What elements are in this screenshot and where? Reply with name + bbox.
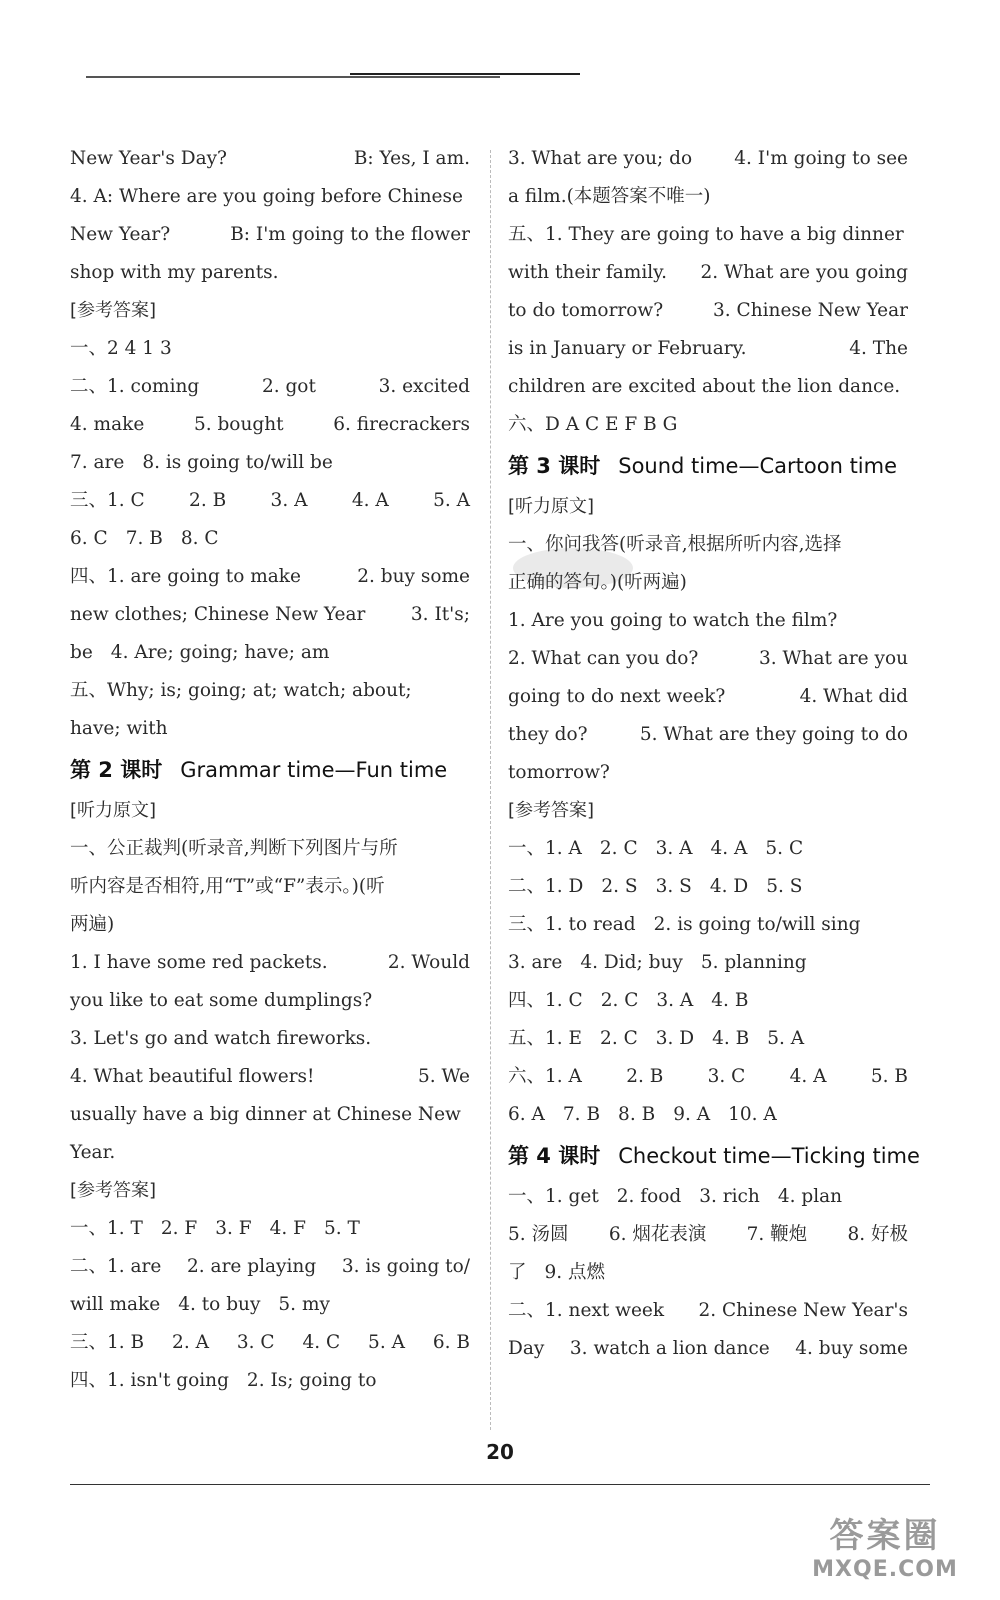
- text-segment: 4. B: [711, 990, 749, 1011]
- text-line: [70, 868, 470, 906]
- text-segment: B: Yes, I am.: [353, 148, 470, 169]
- text-segment: 一、你问我答(听录音,根据所听内容,选择: [508, 534, 842, 555]
- text-line: [508, 254, 908, 292]
- text-segment: 5. my: [278, 1294, 330, 1315]
- text-segment: 一、1. get: [508, 1186, 599, 1207]
- text-segment: 5. B: [870, 1066, 908, 1087]
- text-line: [70, 1096, 470, 1134]
- text-segment: 四、1. are going to make: [70, 566, 301, 587]
- text-segment: 三、1. B: [70, 1332, 145, 1353]
- text-segment: 一、2 4 1 3: [70, 338, 172, 359]
- text-line: [508, 1096, 908, 1134]
- text-segment: 一、1. A: [508, 838, 582, 859]
- text-segment: 9. A: [673, 1104, 711, 1125]
- text-segment: usually have a big dinner at Chinese New: [70, 1104, 461, 1125]
- watermark-logo: [790, 1508, 980, 1588]
- text-segment: 6. C: [70, 528, 108, 549]
- text-segment: 3. Let's go and watch fireworks.: [70, 1028, 372, 1049]
- section-label: [参考答案]: [70, 300, 157, 321]
- text-segment: 三、1. C: [70, 490, 145, 511]
- text-segment: you like to eat some dumplings?: [70, 990, 373, 1011]
- text-line: [70, 520, 470, 558]
- text-line: [70, 558, 470, 596]
- text-segment: 4. I'm going to see: [734, 148, 908, 169]
- text-segment: going to do next week?: [508, 686, 726, 707]
- text-line: [508, 1216, 908, 1254]
- text-segment: New Year's Day?: [70, 148, 227, 169]
- text-line: [508, 368, 908, 406]
- text-line: [70, 1248, 470, 1286]
- text-line: [508, 1058, 908, 1096]
- text-line: [70, 444, 470, 482]
- text-segment: 2. Would: [387, 952, 470, 973]
- text-segment: 9. 点燃: [544, 1262, 606, 1283]
- text-segment: 4. C: [302, 1332, 341, 1353]
- text-segment: 6. B: [432, 1332, 470, 1353]
- text-segment: 四、1. C: [508, 990, 583, 1011]
- text-segment: 3. are: [508, 952, 563, 973]
- text-segment: tomorrow?: [508, 762, 610, 783]
- section-heading: [508, 1134, 920, 1178]
- section-title: 第 4 课时: [508, 1144, 601, 1168]
- text-segment: 2. are playing: [187, 1256, 317, 1277]
- text-line: [508, 640, 908, 678]
- text-line: [70, 1362, 470, 1400]
- text-segment: 4. A: Where are you going before Chinese: [70, 186, 463, 207]
- text-segment: 2. C: [600, 990, 639, 1011]
- text-segment: 4. What beautiful flowers!: [70, 1066, 315, 1087]
- text-segment: 4. D: [709, 876, 749, 897]
- text-segment: 两遍): [70, 914, 115, 935]
- section-label: [听力原文]: [70, 800, 157, 821]
- text-segment: to do tomorrow?: [508, 300, 664, 321]
- watermark-main: 答案圈: [829, 1516, 941, 1556]
- text-line: [508, 564, 908, 602]
- text-line: [70, 1286, 470, 1324]
- text-segment: new clothes; Chinese New Year: [70, 604, 366, 625]
- text-line: [508, 1292, 908, 1330]
- text-segment: 5. 汤圆: [508, 1224, 569, 1245]
- text-line: [70, 596, 470, 634]
- text-segment: 3. C: [707, 1066, 746, 1087]
- text-segment: 8. is going to/will be: [142, 452, 333, 473]
- text-segment: 4. Did; buy: [580, 952, 683, 973]
- text-segment: 3. What are you: [758, 648, 908, 669]
- text-line: [508, 1254, 908, 1292]
- text-segment: 1. Are you going to watch the film?: [508, 610, 838, 631]
- text-segment: 3. excited: [378, 376, 470, 397]
- text-segment: a film.(本题答案不唯一): [508, 186, 711, 207]
- right-column: [508, 140, 920, 1368]
- text-segment: will make: [70, 1294, 161, 1315]
- text-segment: 4. Are; going; have; am: [110, 642, 330, 663]
- text-segment: 3. watch a lion dance: [569, 1338, 770, 1359]
- text-segment: 4. A: [351, 490, 389, 511]
- text-segment: Year.: [70, 1142, 116, 1163]
- column-divider: [490, 150, 491, 1430]
- text-line: [508, 140, 908, 178]
- text-line: [70, 944, 470, 982]
- text-line: [70, 368, 470, 406]
- text-segment: 3. is going to/: [341, 1256, 470, 1277]
- text-line: [508, 526, 908, 564]
- text-segment: 3. It's;: [410, 604, 470, 625]
- section-heading: [70, 748, 470, 792]
- text-line: [508, 1330, 908, 1368]
- text-segment: 六、D A C E F B G: [508, 414, 678, 435]
- text-segment: 4. plan: [777, 1186, 843, 1207]
- text-segment: 3. C: [236, 1332, 275, 1353]
- text-segment: 2. C: [600, 1028, 638, 1049]
- text-line: [508, 944, 908, 982]
- text-segment: 二、1. D: [508, 876, 584, 897]
- text-line: [508, 830, 908, 868]
- section-label: [参考答案]: [70, 1180, 157, 1201]
- text-segment: B: I'm going to the flower: [230, 224, 470, 245]
- text-line: [508, 678, 908, 716]
- text-line: [70, 254, 470, 292]
- text-segment: 4. B: [712, 1028, 750, 1049]
- text-segment: New Year?: [70, 224, 171, 245]
- text-segment: 听内容是否相符,用“T”或“F”表示。)(听: [70, 876, 385, 897]
- text-segment: 7. B: [125, 528, 163, 549]
- text-line: [70, 406, 470, 444]
- text-line: [508, 602, 908, 640]
- text-segment: 8. 好极: [847, 1224, 908, 1245]
- text-segment: 二、1. next week: [508, 1300, 665, 1321]
- text-segment: 3. rich: [699, 1186, 760, 1207]
- text-line: [70, 178, 470, 216]
- text-segment: shop with my parents.: [70, 262, 279, 283]
- text-segment: 5. A: [767, 1028, 805, 1049]
- text-line: [70, 1058, 470, 1096]
- text-segment: 一、公正裁判(听录音,判断下列图片与所: [70, 838, 398, 859]
- text-line: [70, 830, 470, 868]
- text-line: [508, 292, 908, 330]
- text-line: [70, 330, 470, 368]
- text-line: [508, 178, 908, 216]
- text-line: [508, 406, 908, 444]
- text-line: [508, 868, 908, 906]
- text-line: [70, 140, 470, 178]
- text-segment: 2. got: [261, 376, 316, 397]
- text-segment: 4. A: [710, 838, 748, 859]
- text-segment: 8. B: [618, 1104, 656, 1125]
- text-segment: 四、1. isn't going: [70, 1370, 229, 1391]
- text-segment: 4. What did: [799, 686, 908, 707]
- text-line: [508, 216, 908, 254]
- text-segment: 3. F: [215, 1218, 252, 1239]
- text-segment: 7. 鞭炮: [746, 1224, 808, 1245]
- text-segment: 3. What are you; do: [508, 148, 693, 169]
- top-rule: [86, 76, 500, 78]
- text-line: [508, 754, 908, 792]
- text-segment: 4. F: [269, 1218, 306, 1239]
- text-segment: 5. T: [324, 1218, 360, 1239]
- text-segment: 3. D: [655, 1028, 695, 1049]
- text-segment: 2. Is; going to: [246, 1370, 377, 1391]
- text-segment: 6. A: [508, 1104, 545, 1125]
- text-segment: 2. food: [616, 1186, 682, 1207]
- text-line: [70, 1020, 470, 1058]
- text-segment: 3. A: [270, 490, 308, 511]
- text-line: [70, 216, 470, 254]
- text-segment: 5. planning: [700, 952, 807, 973]
- section-heading: [508, 444, 908, 488]
- text-segment: 3. A: [656, 990, 694, 1011]
- text-segment: 正确的答句。)(听两遍): [508, 572, 687, 593]
- text-segment: 一、1. T: [70, 1218, 143, 1239]
- text-segment: Day: [508, 1338, 545, 1359]
- text-segment: 3. Chinese New Year: [713, 300, 908, 321]
- text-segment: 4. to buy: [178, 1294, 261, 1315]
- text-segment: 2. B: [626, 1066, 664, 1087]
- text-line: [70, 1134, 470, 1172]
- text-segment: be: [70, 642, 93, 663]
- text-line: [70, 634, 470, 672]
- text-segment: 5. A: [433, 490, 470, 511]
- text-line: [508, 330, 908, 368]
- text-segment: 五、1. They are going to have a big dinner: [508, 224, 904, 245]
- text-line: [70, 1324, 470, 1362]
- text-segment: 2. is going to/will sing: [653, 914, 861, 935]
- text-segment: 2. buy some: [357, 566, 470, 587]
- text-segment: 4. The: [849, 338, 908, 359]
- text-segment: is in January or February.: [508, 338, 747, 359]
- text-line: [70, 982, 470, 1020]
- page-number: 20: [486, 1440, 514, 1464]
- section-title: 第 2 课时: [70, 758, 163, 782]
- section-label: [听力原文]: [508, 496, 595, 517]
- text-line: [70, 482, 470, 520]
- text-line: [70, 710, 470, 748]
- text-segment: 8. C: [180, 528, 219, 549]
- text-segment: 5. We: [418, 1066, 470, 1087]
- text-segment: 5. C: [765, 838, 804, 859]
- section-label: [参考答案]: [508, 800, 595, 821]
- text-segment: 六、1. A: [508, 1066, 582, 1087]
- text-segment: 6. firecrackers: [333, 414, 470, 435]
- text-line: [508, 716, 908, 754]
- section-title: 第 3 课时: [508, 454, 601, 478]
- section-subtitle: Checkout time—Ticking time: [618, 1144, 920, 1168]
- text-line: [508, 906, 908, 944]
- text-segment: 2. S: [601, 876, 638, 897]
- text-line: [70, 672, 470, 710]
- text-segment: 2. What can you do?: [508, 648, 699, 669]
- bottom-rule: [70, 1484, 930, 1485]
- section-subtitle: Grammar time—Fun time: [180, 758, 448, 782]
- text-segment: 二、1. coming: [70, 376, 200, 397]
- watermark-url: MXQE.COM: [812, 1557, 958, 1582]
- text-segment: 5. What are they going to do: [639, 724, 908, 745]
- text-segment: 三、1. to read: [508, 914, 636, 935]
- text-segment: 2. B: [189, 490, 227, 511]
- text-segment: they do?: [508, 724, 588, 745]
- top-rule-accent: [350, 73, 580, 75]
- text-segment: children are excited about the lion dance.: [508, 376, 901, 397]
- text-segment: 2. F: [160, 1218, 198, 1239]
- text-segment: 10. A: [728, 1104, 777, 1125]
- text-segment: 4. buy some: [795, 1338, 908, 1359]
- text-segment: have; with: [70, 718, 168, 739]
- text-segment: 五、Why; is; going; at; watch; about;: [70, 680, 412, 701]
- text-segment: 7. are: [70, 452, 125, 473]
- text-segment: 6. 烟花表演: [608, 1224, 707, 1245]
- text-segment: 4. A: [789, 1066, 827, 1087]
- text-segment: 3. S: [655, 876, 692, 897]
- section-subtitle: Sound time—Cartoon time: [618, 454, 898, 478]
- text-segment: 4. make: [70, 414, 145, 435]
- text-segment: 二、1. are: [70, 1256, 162, 1277]
- text-segment: 5. S: [766, 876, 803, 897]
- text-segment: 5. bought: [193, 414, 284, 435]
- text-segment: 2. Chinese New Year's: [698, 1300, 908, 1321]
- text-segment: 2. What are you going: [700, 262, 908, 283]
- text-segment: 5. A: [368, 1332, 405, 1353]
- text-segment: 2. A: [172, 1332, 209, 1353]
- text-line: [70, 1210, 470, 1248]
- text-segment: 五、1. E: [508, 1028, 583, 1049]
- text-segment: 7. B: [562, 1104, 601, 1125]
- text-line: [508, 1178, 908, 1216]
- text-line: [508, 1020, 908, 1058]
- text-segment: with their family.: [508, 262, 668, 283]
- text-segment: 1. I have some red packets.: [70, 952, 328, 973]
- text-segment: 了: [508, 1262, 527, 1283]
- text-line: [70, 906, 470, 944]
- left-column: [70, 140, 470, 1400]
- text-line: [508, 982, 908, 1020]
- text-segment: 2. C: [599, 838, 638, 859]
- text-segment: 3. A: [655, 838, 693, 859]
